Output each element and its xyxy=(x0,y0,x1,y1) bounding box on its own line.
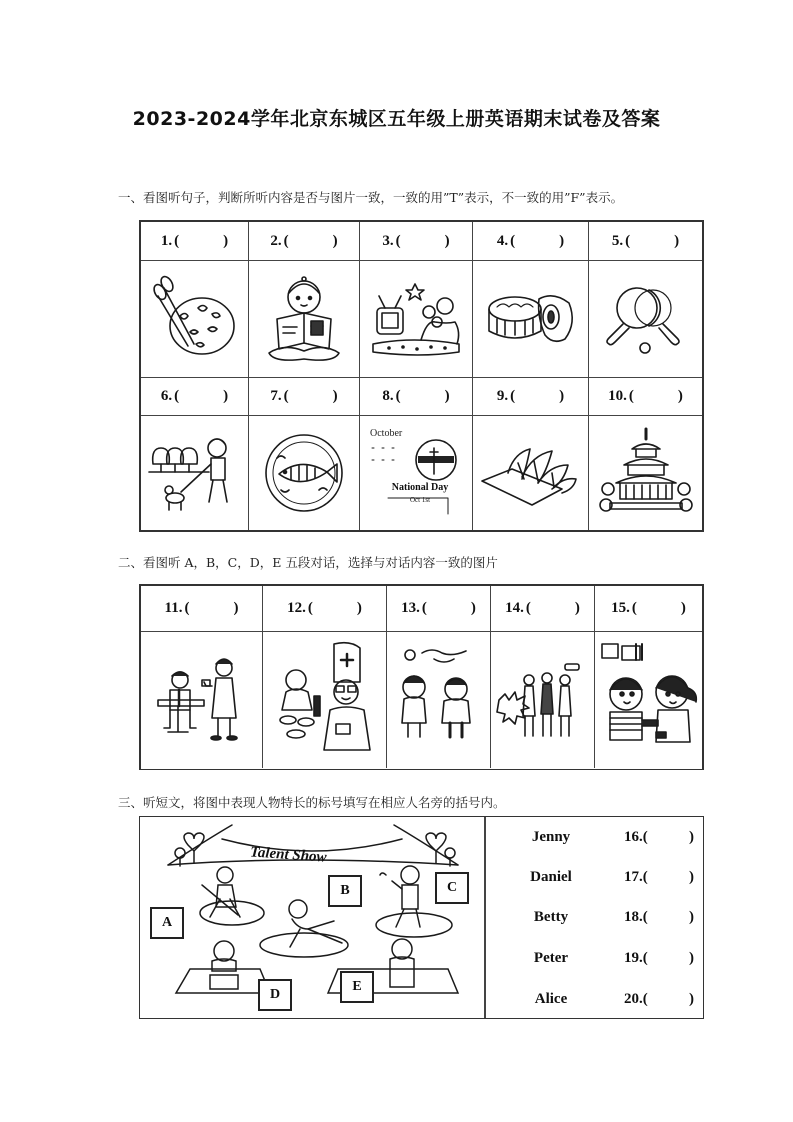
picture-boy-reading xyxy=(249,260,360,377)
question-number: 8. xyxy=(382,387,394,404)
label-box-a: A xyxy=(150,907,184,939)
national-day-scene-icon xyxy=(368,428,464,518)
question-17-answer-slot[interactable] xyxy=(624,869,648,886)
paint-palette-icon xyxy=(150,274,240,364)
close-paren: ) xyxy=(674,232,680,249)
close-paren: ) xyxy=(574,600,580,616)
close-paren: ) xyxy=(689,909,694,925)
section2-pictures xyxy=(141,631,702,768)
close-paren: ) xyxy=(677,387,683,404)
question-number: 1. xyxy=(160,232,173,249)
question-number: 7. xyxy=(270,387,282,404)
close-paren: ) xyxy=(332,232,338,249)
question-1-answer-slot[interactable] xyxy=(141,222,249,260)
fish-plate-icon xyxy=(257,428,352,518)
picture-family-watching-tv xyxy=(360,260,473,377)
section3-table xyxy=(139,816,704,1019)
person-name: Peter xyxy=(533,950,569,966)
page-title: 2023-2024学年北京东城区五年级上册英语期末试卷及答案 xyxy=(132,108,661,130)
question-number: 5. xyxy=(611,232,624,249)
picture-paint-palette xyxy=(141,260,249,377)
label-box-b: B xyxy=(328,875,362,907)
name-row-jenny xyxy=(496,829,716,849)
question-18-answer-slot[interactable] xyxy=(624,909,648,926)
section1-table xyxy=(139,220,704,532)
question-number: 15. xyxy=(611,600,630,616)
question-19-answer-slot[interactable] xyxy=(624,950,648,967)
open-paren: ( xyxy=(184,600,190,616)
name-row-betty xyxy=(496,909,716,929)
children-eating-icon xyxy=(394,645,484,755)
picture-ping-pong xyxy=(589,260,702,377)
question-2-answer-slot[interactable] xyxy=(249,222,360,260)
question-number: 20. xyxy=(624,991,643,1007)
question-20-answer-slot[interactable] xyxy=(624,991,648,1008)
question-3-answer-slot[interactable] xyxy=(360,222,473,260)
section2-instruction: 二、看图听 A，B，C，D，E 五段对话，选择与对话内容一致的图片 xyxy=(118,555,498,570)
section2-table xyxy=(139,584,704,770)
section1-row2-pictures xyxy=(141,415,702,530)
question-number: 11. xyxy=(164,600,183,616)
question-15-answer-slot[interactable] xyxy=(595,586,702,631)
close-paren: ) xyxy=(356,600,362,616)
question-8-answer-slot[interactable] xyxy=(360,377,473,415)
close-paren: ) xyxy=(689,950,694,966)
person-name: Betty xyxy=(533,909,569,925)
question-11-answer-slot[interactable] xyxy=(141,586,263,631)
close-paren: ) xyxy=(689,829,694,845)
walking-dog-icon xyxy=(147,428,242,518)
name-answer-list xyxy=(496,817,706,1018)
open-paren: ( xyxy=(395,387,401,404)
section1-instruction: 一、看图听句子，判断所听内容是否与图片一致，一致的用”T”表示，不一致的用”F”表示。 xyxy=(118,190,624,205)
question-number: 18. xyxy=(624,909,643,925)
open-paren: ( xyxy=(307,600,313,616)
party-icon xyxy=(495,650,590,750)
temple-of-heaven-icon xyxy=(596,425,696,520)
picture-national-day xyxy=(360,415,473,530)
question-number: 19. xyxy=(624,950,643,966)
picture-two-kids-talking xyxy=(595,631,702,768)
question-12-answer-slot[interactable] xyxy=(263,586,387,631)
close-paren: ) xyxy=(689,869,694,885)
picture-walking-dog xyxy=(141,415,249,530)
question-4-answer-slot[interactable] xyxy=(473,222,589,260)
close-paren: ) xyxy=(233,600,239,616)
question-number: 12. xyxy=(287,600,306,616)
section1-row1-pictures xyxy=(141,260,702,378)
open-paren: ( xyxy=(642,991,648,1007)
section1-row2-header xyxy=(141,377,702,416)
question-number: 10. xyxy=(608,387,627,404)
picture-mooncakes xyxy=(473,260,589,377)
close-paren: ) xyxy=(444,232,450,249)
ping-pong-icon xyxy=(601,274,691,364)
question-7-answer-slot[interactable] xyxy=(249,377,360,415)
open-paren: ( xyxy=(642,869,648,885)
talent-show-scene-icon xyxy=(140,817,486,1017)
open-paren: ( xyxy=(395,232,401,249)
question-number: 9. xyxy=(496,387,509,404)
picture-fish-plate xyxy=(249,415,360,530)
name-row-alice xyxy=(496,991,716,1011)
picture-children-eating xyxy=(387,631,491,768)
question-number: 4. xyxy=(496,232,509,249)
open-paren: ( xyxy=(421,600,427,616)
question-16-answer-slot[interactable] xyxy=(624,829,648,846)
name-row-peter xyxy=(496,950,716,970)
two-kids-icon xyxy=(596,640,701,760)
open-paren: ( xyxy=(174,387,180,404)
calendar-event: National Day xyxy=(391,481,449,493)
question-number: 13. xyxy=(401,600,420,616)
open-paren: ( xyxy=(174,232,180,249)
close-paren: ) xyxy=(470,600,476,616)
person-name: Daniel xyxy=(530,869,572,885)
label-box-e: E xyxy=(340,971,374,1003)
close-paren: ) xyxy=(559,387,565,404)
national-day-calendar xyxy=(368,428,464,518)
close-paren: ) xyxy=(332,387,338,404)
open-paren: ( xyxy=(510,232,516,249)
open-paren: ( xyxy=(642,829,648,845)
open-paren: ( xyxy=(631,600,637,616)
open-paren: ( xyxy=(628,387,634,404)
question-14-answer-slot[interactable] xyxy=(491,586,595,631)
section1-row1-header xyxy=(141,222,702,261)
restaurant-order-icon xyxy=(152,650,252,750)
question-5-answer-slot[interactable] xyxy=(589,222,702,260)
name-row-daniel xyxy=(496,869,716,889)
doctor-icon xyxy=(270,640,380,760)
question-number: 17. xyxy=(624,869,643,885)
picture-restaurant-order xyxy=(141,631,263,768)
question-10-answer-slot[interactable] xyxy=(589,377,702,415)
calendar-date: Oct 1st xyxy=(409,495,431,504)
close-paren: ) xyxy=(223,232,229,249)
mooncake-icon xyxy=(483,279,578,359)
picture-doctor xyxy=(263,631,387,768)
person-name: Jenny xyxy=(531,829,571,845)
picture-party xyxy=(491,631,595,768)
opera-house-icon xyxy=(478,433,583,513)
close-paren: ) xyxy=(559,232,565,249)
picture-temple-of-heaven xyxy=(589,415,702,530)
open-paren: ( xyxy=(642,909,648,925)
open-paren: ( xyxy=(642,950,648,966)
open-paren: ( xyxy=(283,387,289,404)
open-paren: ( xyxy=(525,600,531,616)
picture-opera-house xyxy=(473,415,589,530)
question-13-answer-slot[interactable] xyxy=(387,586,491,631)
boy-reading-icon xyxy=(259,271,349,366)
person-name: Alice xyxy=(534,991,568,1007)
talent-show-banner: Talent Show xyxy=(249,844,328,866)
close-paren: ) xyxy=(223,387,229,404)
question-number: 16. xyxy=(624,829,643,845)
question-number: 2. xyxy=(270,232,282,249)
close-paren: ) xyxy=(689,991,694,1007)
question-number: 14. xyxy=(505,600,524,616)
section3-instruction: 三、听短文，将图中表现人物特长的标号填写在相应人名旁的括号内。 xyxy=(118,795,506,810)
calendar-month: October xyxy=(370,427,403,439)
open-paren: ( xyxy=(625,232,631,249)
question-number: 6. xyxy=(160,387,173,404)
section2-header xyxy=(141,586,702,632)
label-box-d: D xyxy=(258,979,292,1011)
close-paren: ) xyxy=(444,387,450,404)
family-tv-icon xyxy=(369,276,464,361)
question-6-answer-slot[interactable] xyxy=(141,377,249,415)
open-paren: ( xyxy=(510,387,516,404)
label-box-c: C xyxy=(435,872,469,904)
talent-show-picture xyxy=(140,817,486,1018)
close-paren: ) xyxy=(680,600,686,616)
question-number: 3. xyxy=(382,232,394,249)
open-paren: ( xyxy=(283,232,289,249)
question-9-answer-slot[interactable] xyxy=(473,377,589,415)
